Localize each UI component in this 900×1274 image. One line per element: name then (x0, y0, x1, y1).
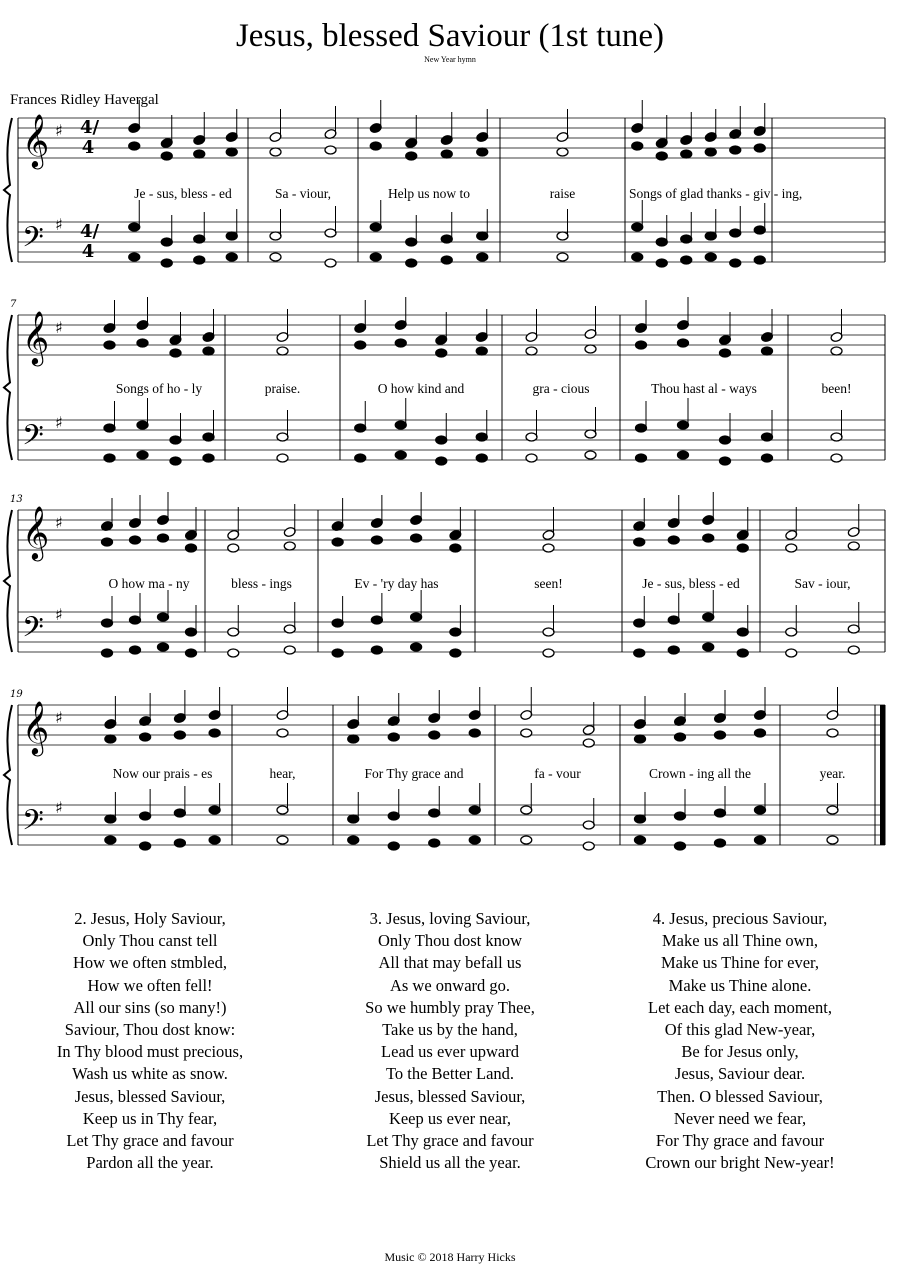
measure-lyrics: hear, (269, 766, 296, 781)
bass-note (395, 451, 406, 459)
alto-note (636, 341, 647, 349)
alto-note (105, 735, 116, 743)
tenor-note (102, 619, 113, 627)
tenor-note (105, 815, 116, 823)
tenor-note (332, 619, 343, 627)
measure-lyrics: Thou hast al - ways (651, 381, 757, 396)
bass-note (186, 649, 197, 657)
tenor-note (277, 806, 288, 814)
tenor-note (104, 424, 115, 432)
tenor-note (705, 232, 716, 240)
alto-note (129, 142, 140, 150)
measure-number: 19 (10, 689, 23, 700)
tenor-note (170, 436, 181, 444)
alto-note (203, 347, 214, 355)
measure-lyrics: Help us now to (387, 186, 471, 201)
measure-lyrics: Sa - viour, (274, 186, 332, 201)
hymn-subtitle: New Year hymn (424, 55, 476, 64)
verse-line: Let Thy grace and favour (366, 1131, 534, 1151)
measure-number: 13 (10, 494, 23, 505)
alto-note (441, 150, 452, 158)
tenor-note (129, 223, 140, 231)
alto-note (348, 735, 359, 743)
verse-line: Wash us white as snow. (72, 1064, 228, 1084)
alto-note (209, 729, 220, 737)
tenor-note (436, 436, 447, 444)
bass-note (755, 836, 766, 844)
measure-lyrics: been! (821, 381, 852, 396)
tenor-note (186, 628, 197, 636)
time-signature-treble: 4/4 (80, 117, 100, 158)
alto-note (656, 152, 667, 160)
measure-lyrics: gra - cious (532, 381, 590, 396)
bass-note (158, 643, 169, 651)
tenor-note (585, 430, 596, 438)
bass-note (526, 454, 537, 462)
alto-note (104, 341, 115, 349)
measure-lyrics: Sav - iour, (794, 576, 851, 591)
alto-note (429, 731, 440, 739)
alto-note (634, 538, 645, 546)
bass-note (270, 253, 281, 261)
alto-note (526, 347, 537, 355)
tenor-note (441, 235, 452, 243)
alto-note (831, 347, 842, 355)
tenor-note (703, 613, 714, 621)
bass-note (583, 842, 594, 850)
tenor-note (730, 229, 741, 237)
key-signature-sharp: ♯ (55, 708, 63, 727)
alto-note (450, 544, 461, 552)
verse-line: All that may befall us (378, 953, 522, 973)
bass-note (477, 253, 488, 261)
alto-note (786, 544, 797, 552)
verse-line: Only Thou dost know (377, 931, 523, 951)
tenor-note (831, 433, 842, 441)
alto-note (406, 152, 417, 160)
measure-number: 7 (10, 299, 17, 310)
verse-line: So we humbly pray Thee, (365, 997, 535, 1017)
verse-line: How we often stmbled, (73, 953, 227, 973)
bass-note (102, 649, 113, 657)
bass-note (848, 646, 859, 654)
verse-line: As we onward go. (389, 975, 511, 995)
tenor-note (388, 812, 399, 820)
bass-note (521, 836, 532, 844)
verse-line: Let each day, each moment, (647, 997, 832, 1017)
alto-note (388, 733, 399, 741)
tenor-note (226, 232, 237, 240)
tenor-note (557, 232, 568, 240)
alto-note (476, 347, 487, 355)
bass-note (226, 253, 237, 261)
tenor-note (370, 223, 381, 231)
verse-2 (20, 908, 280, 1174)
bass-note (209, 836, 220, 844)
measure-lyrics: O how kind and (377, 381, 465, 396)
verse-line: Be for Jesus only, (681, 1042, 799, 1062)
verse-4 (610, 908, 870, 1174)
alto-note (635, 735, 646, 743)
bass-note (137, 451, 148, 459)
treble-clef-icon: 𝄞 (22, 113, 50, 167)
key-signature-sharp: ♯ (55, 798, 63, 817)
alto-note (325, 146, 336, 154)
measure-lyrics: O how ma - ny (108, 576, 190, 591)
bass-note (436, 457, 447, 465)
alto-note (705, 148, 716, 156)
tenor-note (737, 628, 748, 636)
key-signature-sharp: ♯ (55, 121, 63, 140)
bass-clef-icon: 𝄢 (22, 611, 44, 651)
alto-note (194, 150, 205, 158)
alto-note (137, 339, 148, 347)
lyricist: Frances Ridley Havergal (10, 92, 159, 108)
bass-note (277, 836, 288, 844)
tenor-note (395, 421, 406, 429)
alto-note (158, 534, 169, 542)
alto-note (469, 729, 480, 737)
treble-clef-icon: 𝄞 (22, 310, 50, 364)
alto-note (226, 148, 237, 156)
bass-note (678, 451, 689, 459)
tenor-note (476, 433, 487, 441)
alto-note (277, 729, 288, 737)
alto-note (668, 536, 679, 544)
copyright-footer: Music © 2018 Harry Hicks (384, 1250, 516, 1264)
measure-lyrics: bless - ings (231, 576, 292, 591)
alto-note (827, 729, 838, 737)
tenor-note (209, 806, 220, 814)
bass-note (441, 256, 452, 264)
verse-line: Keep us in Thy fear, (82, 1108, 218, 1128)
bass-note (675, 842, 686, 850)
verse-line: 4. Jesus, precious Saviour, (652, 909, 828, 928)
alto-note (270, 148, 281, 156)
verse-line: For Thy grace and favour (655, 1131, 825, 1151)
verse-line: Make us all Thine own, (662, 931, 818, 951)
bass-note (105, 836, 116, 844)
verse-line: Jesus, blessed Saviour, (74, 1086, 226, 1106)
tenor-note (827, 806, 838, 814)
measure-lyrics: seen! (534, 576, 563, 591)
tenor-note (406, 238, 417, 246)
bass-note (656, 259, 667, 267)
brace (4, 118, 12, 262)
alto-note (174, 731, 185, 739)
verse-line: Shield us all the year. (379, 1153, 521, 1173)
verse-line: All our sins (so many!) (73, 997, 227, 1017)
bass-clef-icon: 𝄢 (22, 804, 44, 844)
bass-note (429, 839, 440, 847)
bass-note (635, 836, 646, 844)
verse-line: How we often fell! (87, 975, 213, 995)
key-signature-sharp: ♯ (55, 413, 63, 432)
tenor-note (284, 625, 295, 633)
bass-note (681, 256, 692, 264)
tenor-note (411, 613, 422, 621)
verse-line: 3. Jesus, loving Saviour, (369, 909, 531, 928)
key-signature-sharp: ♯ (55, 513, 63, 532)
measure-lyrics: Je - sus, bless - ed (134, 186, 232, 201)
tenor-note (161, 238, 172, 246)
bass-note (140, 842, 151, 850)
measure-lyrics: Songs of ho - ly (115, 381, 203, 396)
measure-lyrics: Je - sus, bless - ed (642, 576, 740, 591)
verse-line: Saviour, Thou dost know: (64, 1020, 236, 1040)
alto-note (186, 544, 197, 552)
bass-note (720, 457, 731, 465)
tenor-note (720, 436, 731, 444)
bass-note (450, 649, 461, 657)
bass-note (228, 649, 239, 657)
alto-note (228, 544, 239, 552)
bass-note (174, 839, 185, 847)
tenor-note (130, 616, 141, 624)
verse-line: Jesus, blessed Saviour, (374, 1086, 526, 1106)
measure-lyrics: raise (549, 186, 576, 201)
measure-lyrics: Songs of glad thanks - giv - ing, (629, 186, 803, 201)
tenor-note (675, 812, 686, 820)
bass-note (737, 649, 748, 657)
alto-note (755, 729, 766, 737)
tenor-note (348, 815, 359, 823)
bass-note (129, 253, 140, 261)
tenor-note (636, 424, 647, 432)
alto-note (277, 347, 288, 355)
treble-clef-icon: 𝄞 (22, 505, 50, 559)
alto-note (848, 542, 859, 550)
verse-3 (320, 908, 580, 1174)
tenor-note (634, 619, 645, 627)
bass-note (632, 253, 643, 261)
tenor-note (371, 616, 382, 624)
measure-lyrics: Ev - 'ry day has (354, 576, 439, 591)
alto-note (284, 542, 295, 550)
tenor-note (632, 223, 643, 231)
alto-note (543, 544, 554, 552)
bass-note (388, 842, 399, 850)
bass-note (371, 646, 382, 654)
verse-line: Keep us ever near, (388, 1108, 512, 1128)
bass-note (370, 253, 381, 261)
bass-note (668, 646, 679, 654)
measure-lyrics: praise. (264, 381, 301, 396)
bass-note (355, 454, 366, 462)
measure-lyrics: fa - vour (534, 766, 581, 781)
bass-note (284, 646, 295, 654)
bass-note (469, 836, 480, 844)
tenor-note (762, 433, 773, 441)
brace (4, 510, 12, 652)
measure-lyrics: For Thy grace and (364, 766, 464, 781)
alto-note (681, 150, 692, 158)
bass-clef-icon: 𝄢 (22, 419, 44, 459)
alto-note (521, 729, 532, 737)
tenor-note (228, 628, 239, 636)
tenor-note (140, 812, 151, 820)
tenor-note (174, 809, 185, 817)
bass-note (104, 454, 115, 462)
bass-note (332, 649, 343, 657)
alto-note (130, 536, 141, 544)
bass-note (585, 451, 596, 459)
key-signature-sharp: ♯ (55, 605, 63, 624)
bass-clef-icon: 𝄢 (22, 221, 44, 261)
tenor-note (526, 433, 537, 441)
brace (4, 705, 12, 845)
tenor-note (681, 235, 692, 243)
tenor-note (848, 625, 859, 633)
alto-note (161, 152, 172, 160)
tenor-note (477, 232, 488, 240)
alto-note (730, 146, 741, 154)
bass-note (715, 839, 726, 847)
bass-note (203, 454, 214, 462)
bass-note (557, 253, 568, 261)
bass-note (703, 643, 714, 651)
alto-note (762, 347, 773, 355)
bass-note (130, 646, 141, 654)
tenor-note (469, 806, 480, 814)
bass-note (194, 256, 205, 264)
tenor-note (429, 809, 440, 817)
alto-note (411, 534, 422, 542)
bass-note (634, 649, 645, 657)
alto-note (170, 349, 181, 357)
verse-line: To the Better Land. (385, 1064, 515, 1084)
tenor-note (158, 613, 169, 621)
bass-note (161, 259, 172, 267)
alto-note (754, 144, 765, 152)
tenor-note (755, 806, 766, 814)
bass-note (754, 256, 765, 264)
measure-lyrics: Crown - ing all the (649, 766, 751, 781)
bass-note (411, 643, 422, 651)
alto-note (332, 538, 343, 546)
verse-line: 2. Jesus, Holy Saviour, (74, 909, 226, 928)
key-signature-sharp: ♯ (55, 318, 63, 337)
tenor-note (355, 424, 366, 432)
verse-line: Jesus, Saviour dear. (674, 1064, 806, 1084)
bass-note (543, 649, 554, 657)
bass-note (277, 454, 288, 462)
alto-note (140, 733, 151, 741)
alto-note (585, 345, 596, 353)
tenor-note (521, 806, 532, 814)
verse-line: Crown our bright New-year! (645, 1153, 835, 1173)
tenor-note (656, 238, 667, 246)
tenor-note (543, 628, 554, 636)
bass-note (476, 454, 487, 462)
alto-note (678, 339, 689, 347)
tenor-note (678, 421, 689, 429)
bass-note (831, 454, 842, 462)
bass-note (348, 836, 359, 844)
alto-note (632, 142, 643, 150)
alto-note (436, 349, 447, 357)
tenor-note (194, 235, 205, 243)
alto-note (371, 536, 382, 544)
alto-note (395, 339, 406, 347)
verse-line: Never need we fear, (673, 1108, 807, 1128)
bass-note (827, 836, 838, 844)
tenor-note (635, 815, 646, 823)
bass-note (705, 253, 716, 261)
verse-line: In Thy blood must precious, (56, 1042, 244, 1062)
alto-note (720, 349, 731, 357)
verse-line: Make us Thine alone. (668, 975, 812, 995)
alto-note (102, 538, 113, 546)
alto-note (557, 148, 568, 156)
verse-line: Make us Thine for ever, (660, 953, 820, 973)
bass-note (406, 259, 417, 267)
verse-line: Let Thy grace and favour (66, 1131, 234, 1151)
bass-note (636, 454, 647, 462)
bass-note (730, 259, 741, 267)
verse-line: Then. O blessed Saviour, (657, 1086, 823, 1106)
time-signature-bass: 4/4 (80, 221, 100, 262)
alto-note (675, 733, 686, 741)
verse-line: Only Thou canst tell (82, 931, 218, 951)
treble-clef-icon: 𝄞 (22, 700, 50, 754)
tenor-note (715, 809, 726, 817)
bass-note (762, 454, 773, 462)
measure-lyrics: Now our prais - es (112, 766, 213, 781)
verse-line: Take us by the hand, (382, 1020, 518, 1040)
tenor-note (325, 229, 336, 237)
key-signature-sharp: ♯ (55, 215, 63, 234)
alto-note (737, 544, 748, 552)
alto-note (583, 739, 594, 747)
tenor-note (270, 232, 281, 240)
alto-note (715, 731, 726, 739)
bass-note (786, 649, 797, 657)
tenor-note (203, 433, 214, 441)
verse-line: Of this glad New-year, (664, 1020, 816, 1040)
tenor-note (450, 628, 461, 636)
verse-line: Pardon all the year. (86, 1153, 214, 1173)
tenor-note (668, 616, 679, 624)
tenor-note (786, 628, 797, 636)
alto-note (355, 341, 366, 349)
alto-note (370, 142, 381, 150)
alto-note (703, 534, 714, 542)
verse-line: Lead us ever upward (381, 1042, 519, 1062)
tenor-note (754, 226, 765, 234)
alto-note (477, 148, 488, 156)
bass-note (170, 457, 181, 465)
tenor-note (137, 421, 148, 429)
measure-lyrics: year. (819, 766, 846, 781)
bass-note (325, 259, 336, 267)
tenor-note (583, 821, 594, 829)
tenor-note (277, 433, 288, 441)
hymn-title: Jesus, blessed Saviour (1st tune) (235, 18, 665, 54)
brace (4, 315, 12, 460)
